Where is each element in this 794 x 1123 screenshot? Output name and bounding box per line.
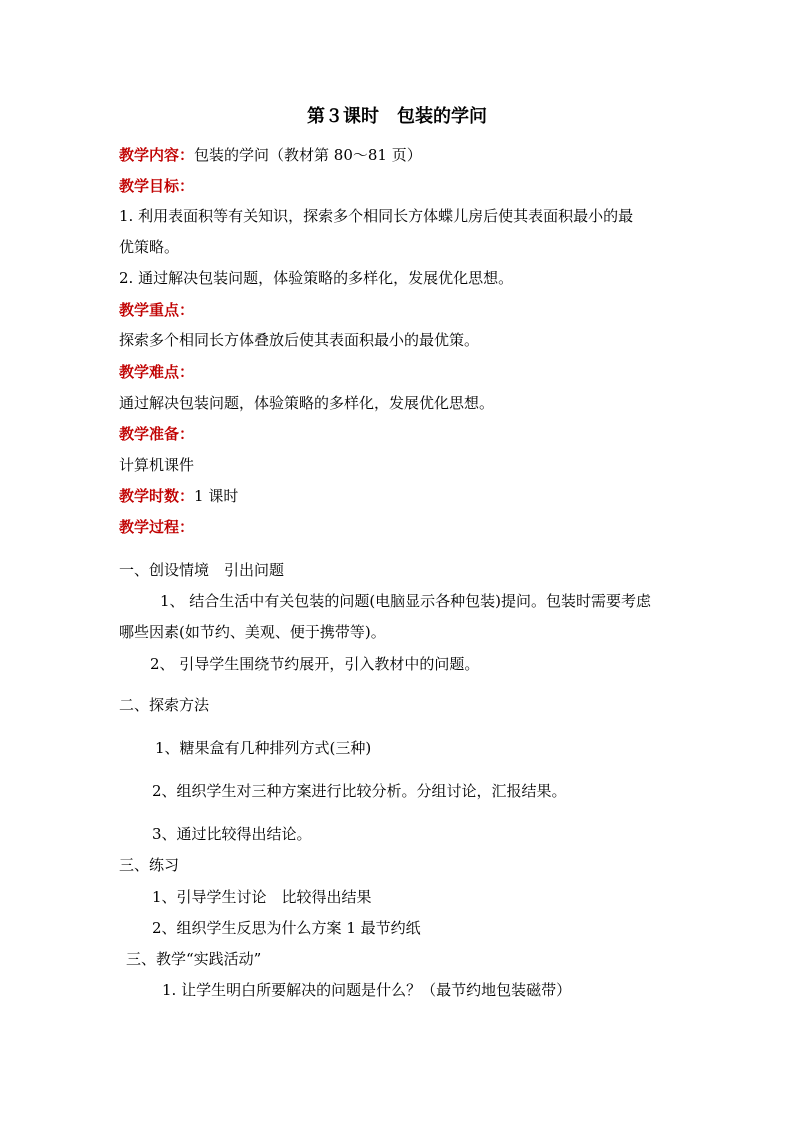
difficulties-text: 通过解决包装问题，体验策略的多样化，发展优化思想。 bbox=[119, 394, 495, 412]
section-3-heading: 三、练习 bbox=[119, 856, 180, 874]
duration-label: 教学时数： bbox=[119, 487, 195, 505]
process-label: 教学过程： bbox=[119, 518, 195, 536]
page-title: 第３课时 包装的学问 bbox=[307, 106, 487, 127]
objective-item-1-line-2: 优策略。 bbox=[119, 238, 180, 256]
objectives-label: 教学目标： bbox=[119, 177, 195, 195]
key-points-label: 教学重点： bbox=[119, 301, 195, 319]
content-label: 教学内容： bbox=[119, 146, 195, 164]
section-2-item-1: 1、糖果盒有几种排列方式(三种) bbox=[155, 739, 372, 757]
difficulties-label: 教学难点： bbox=[119, 363, 195, 381]
section-4-heading: 三、教学“实践活动” bbox=[126, 950, 262, 968]
objective-item-2: 2. 通过解决包装问题，体验策略的多样化，发展优化思想。 bbox=[119, 269, 514, 287]
duration-text: 1 课时 bbox=[194, 487, 239, 505]
key-points-text: 探索多个相同长方体叠放后使其表面积最小的最优策。 bbox=[119, 331, 480, 349]
section-3-item-1: 1、引导学生讨论 比较得出结果 bbox=[152, 888, 372, 906]
content-row bbox=[119, 145, 422, 165]
preparation-text: 计算机课件 bbox=[119, 456, 195, 474]
objective-item-1-line-1: 1. 利用表面积等有关知识，探索多个相同长方体蝶儿房后使其表面积最小的最 bbox=[119, 207, 634, 225]
section-2-heading: 二、探索方法 bbox=[119, 696, 210, 714]
section-2-item-3: 3、通过比较得出结论。 bbox=[152, 825, 312, 843]
section-3-item-2: 2、组织学生反思为什么方案 1 最节约纸 bbox=[152, 919, 421, 937]
section-1-item-1-line-2: 哪些因素(如节约、美观、便于携带等)。 bbox=[119, 623, 386, 641]
section-1-item-2: 2、 引导学生围绕节约展开，引入教材中的问题。 bbox=[150, 655, 480, 673]
duration-row bbox=[119, 486, 238, 506]
section-2-item-2: 2、组织学生对三种方案进行比较分析。分组讨论，汇报结果。 bbox=[152, 782, 567, 800]
section-1-item-1-line-1: 1、 结合生活中有关包装的问题(电脑显示各种包装)提问。包装时需要考虑 bbox=[160, 592, 652, 610]
section-4-item-1: 1. 让学生明白所要解决的问题是什么？（最节约地包装磁带） bbox=[162, 981, 572, 999]
content-text: 包装的学问（教材第 80～81 页） bbox=[194, 146, 422, 164]
preparation-label: 教学准备： bbox=[119, 425, 195, 443]
section-1-heading: 一、创设情境 引出问题 bbox=[119, 561, 285, 579]
